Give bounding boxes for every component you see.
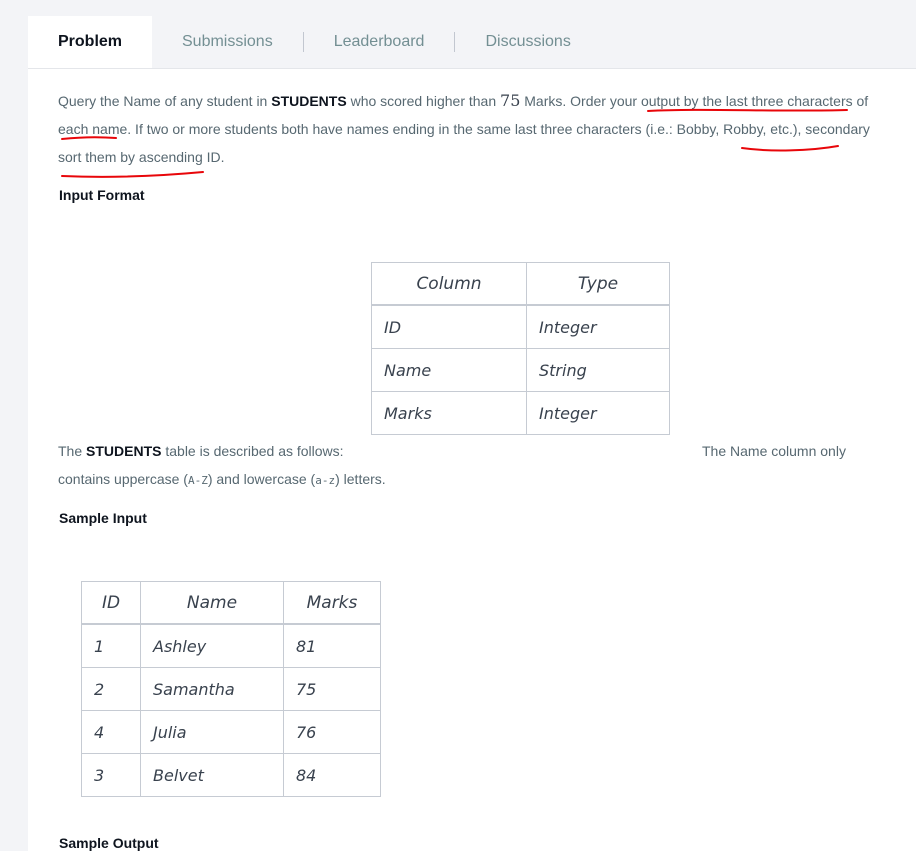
table-cell: 76 [284,711,381,754]
table-cell: Julia [141,711,284,754]
table-description [58,437,888,495]
description-text: ) and lowercase ( [207,471,316,487]
table-row [82,668,381,711]
column-header: Column [372,263,527,306]
table-cell: Ashley [141,624,284,668]
table-cell: 2 [82,668,141,711]
table-row [82,754,381,797]
statement-text: Query the Name of any student in [58,93,272,109]
sample-input-table [81,581,381,797]
statement-line: sort them by ascending ID. [58,149,225,165]
type-header: Type [527,263,670,306]
tab-leaderboard[interactable]: Leaderboard [333,33,425,50]
table-cell: 4 [82,711,141,754]
table-cell: Marks [372,392,527,435]
problem-statement [58,87,888,171]
description-text: table is described as follows: [161,443,344,459]
description-text: The [58,443,87,459]
table-cell: Name [372,349,527,392]
code-uppercase: A-Z [187,474,208,487]
marks-header: Marks [284,582,381,625]
input-format-heading: Input Format [59,187,145,203]
table-cell: 84 [284,754,381,797]
table-cell: 3 [82,754,141,797]
column-type-table [371,262,670,435]
statement-text: who scored higher than [346,93,501,109]
statement-line: each name. If two or more students both have names ending in the same last three characters (i.e.: Bobby, Robby, etc.), secondary [58,121,870,137]
table-cell: 1 [82,624,141,668]
sample-output-heading: Sample Output [59,835,159,851]
tab-discussions[interactable]: Discussions [485,33,571,50]
table-row [372,392,670,435]
problem-panel [28,68,916,851]
description-text: The Name column only [702,443,846,459]
statement-line [58,87,888,115]
description-text: ) letters. [335,471,386,487]
table-cell: Belvet [141,754,284,797]
tab-submissions[interactable]: Submissions [182,33,273,50]
table-header-row [372,263,670,306]
table-row [372,305,670,349]
table-cell: Samantha [141,668,284,711]
problem-tabs [28,16,571,68]
table-name: STUDENTS [271,93,347,109]
table-row [372,349,670,392]
table-header-row [82,582,381,625]
table-cell: Integer [527,392,670,435]
table-cell: 75 [284,668,381,711]
tab-problem[interactable]: Problem [28,16,152,68]
marks-threshold: 75 [500,91,521,110]
table-row [82,624,381,668]
table-name: STUDENTS [86,443,162,459]
description-line [58,437,888,465]
table-cell: ID [372,305,527,349]
statement-text: Marks. Order your output by the last three characters of [520,93,869,109]
table-cell: 81 [284,624,381,668]
sample-input-heading: Sample Input [59,510,147,526]
id-header: ID [82,582,141,625]
code-lowercase: a-z [315,474,336,487]
name-header: Name [141,582,284,625]
table-cell: String [527,349,670,392]
description-line [58,465,888,495]
table-cell: Integer [527,305,670,349]
description-text: contains uppercase ( [58,471,188,487]
table-row [82,711,381,754]
